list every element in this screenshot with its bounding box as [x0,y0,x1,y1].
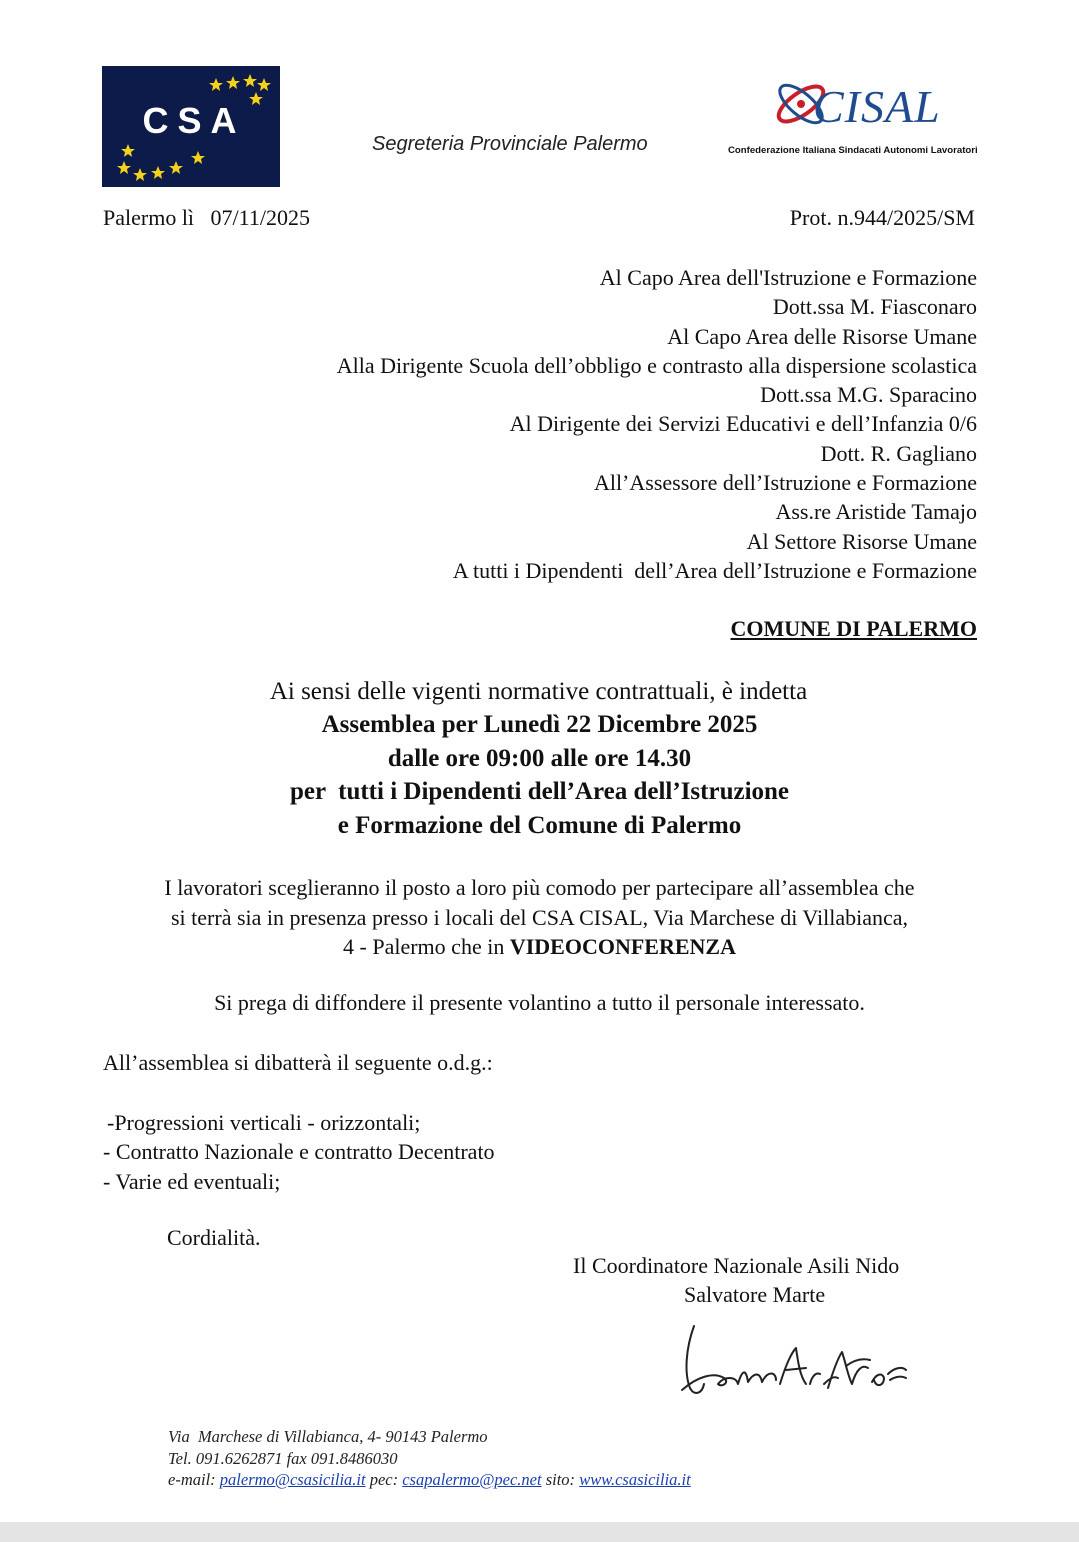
signer-name: Salvatore Marte [684,1282,826,1307]
recipient-line: Al Dirigente dei Servizi Educativi e dell’Infanzia 0/6 [509,411,977,437]
agenda-item: - Contratto Nazionale e contratto Decentrato [103,1139,495,1165]
footer-contacts [168,1469,691,1491]
recipient-line: Dott. R. Gagliano [820,440,977,466]
email-label: e-mail: [168,1470,220,1489]
recipient-line: Al Capo Area dell'Istruzione e Formazione [599,265,977,290]
signer-title: Il Coordinatore Nazionale Asili Nido [573,1253,900,1278]
csa-logo [102,66,280,187]
pec-link[interactable]: csapalermo@pec.net [402,1470,542,1489]
recipients-list [337,263,977,585]
announcement-intro: Ai sensi delle vigenti normative contrattuali, è indetta [269,678,808,705]
announcement-line: e Formazione del Comune di Palermo [337,811,742,839]
workers-paragraph [0,873,1079,962]
pec-label: pec: [365,1470,403,1489]
recipient-line: A tutti i Dipendenti dell’Area dell’Istruzione e Formazione [452,557,977,583]
workers-line: I lavoratori sceglieranno il posto a loro più comodo per partecipare all’assemblea che [164,875,915,900]
date-line: Palermo lì 07/11/2025 [103,205,310,230]
handwritten-signature [678,1318,908,1413]
agenda-item: - Varie ed eventuali; [103,1168,281,1194]
protocol-number: Prot. n.944/2025/SM [789,205,975,230]
recipient-line: Al Capo Area delle Risorse Umane [667,323,977,349]
footer-phone: Tel. 091.6262871 fax 091.8486030 [168,1448,398,1468]
recipient-line: All’Assessore dell’Istruzione e Formazione [593,470,977,496]
recipient-line: Ass.re Aristide Tamajo [775,499,977,525]
cisal-logo [728,70,1018,160]
announcement-line: per tutti i Dipendenti dell’Area dell’Istruzione [289,778,790,805]
videoconference-label: VIDEOCONFERENZA [509,934,736,959]
recipient-line: Alla Dirigente Scuola dell’obbligo e contrasto alla dispersione scolastica [336,352,977,378]
recipient-line: Al Settore Risorse Umane [746,528,977,554]
agenda-item: -Progressioni verticali - orizzontali; [107,1110,421,1135]
workers-line: si terrà sia in presenza presso i locali del CSA CISAL, Via Marchese di Villabianca, [170,904,909,930]
site-label: sito: [541,1470,580,1489]
announcement-line: Assemblea per Lunedì 22 Dicembre 2025 [321,711,758,738]
agenda-list [103,1108,495,1196]
segreteria-label: Segreteria Provinciale Palermo [372,133,648,155]
comune-heading: COMUNE DI PALERMO [730,616,977,641]
cisal-subtitle: Confederazione Italiana Sindacati Autonomi Lavoratori [728,145,978,156]
please-line: Si prega di diffondere il presente volantino a tutto il personale interessato. [214,990,865,1015]
signature-icon [678,1318,908,1408]
cisal-logo-text: CISAL [813,81,941,132]
announcement-block [0,675,1079,842]
greeting: Cordialità. [167,1225,261,1250]
footer-address: Via Marchese di Villabianca, 4- 90143 Palermo [168,1427,488,1446]
csa-logo-text: CSA [142,100,246,141]
footer [168,1426,691,1491]
recipient-line: Dott.ssa M.G. Sparacino [760,382,977,408]
page-bottom-band [0,1522,1079,1542]
website-link[interactable]: www.csasicilia.it [579,1470,691,1489]
email-link[interactable]: palermo@csasicilia.it [219,1470,366,1489]
workers-line [0,932,1079,962]
announcement-line: dalle ore 09:00 alle ore 14.30 [387,744,692,772]
agenda-intro: All’assemblea si dibatterà il seguente o.d.g.: [103,1050,493,1075]
workers-line-prefix: 4 - Palermo che in [343,934,510,959]
recipient-line: Dott.ssa M. Fiasconaro [772,294,977,320]
